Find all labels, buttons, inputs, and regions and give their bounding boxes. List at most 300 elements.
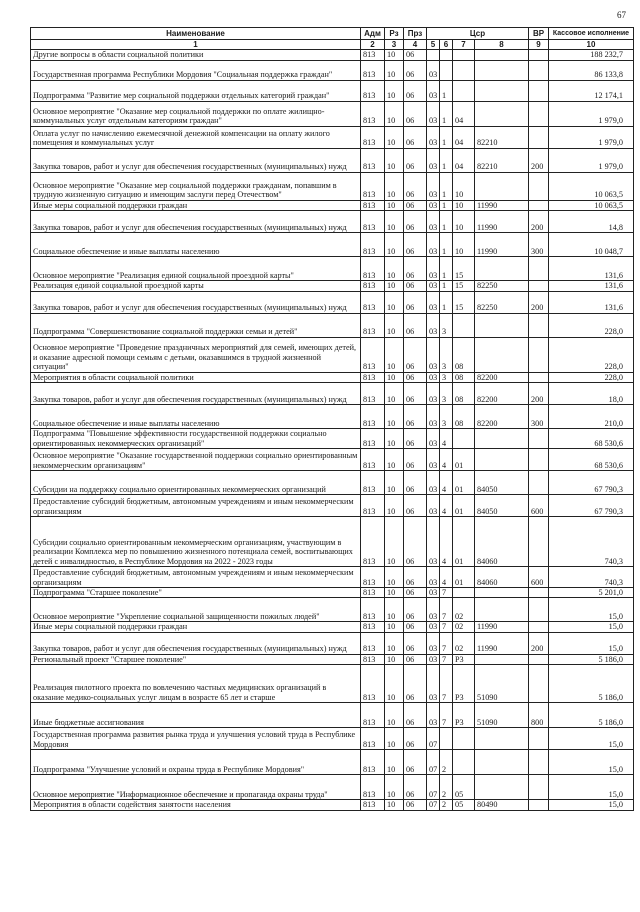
row-csr-subprogram: 3: [440, 313, 453, 337]
row-amount: 10 063,5: [549, 172, 634, 200]
row-csr-event: 05: [453, 800, 475, 810]
row-vr: [529, 449, 549, 471]
row-rz: 10: [385, 750, 404, 775]
row-amount: 5 186,0: [549, 654, 634, 664]
row-prz: 06: [404, 728, 427, 750]
row-amount: 15,0: [549, 632, 634, 654]
row-amount: 131,6: [549, 281, 634, 291]
row-vr: 600: [529, 567, 549, 588]
row-adm: 813: [361, 449, 385, 471]
row-vr: [529, 517, 549, 567]
row-csr-program: 03: [427, 211, 440, 233]
row-name: Реализация пилотного проекта по вовлечению частных медицинских организаций в оказание медико-социальных услуг лицам в возрасте 65 лет и старше: [31, 665, 361, 703]
row-csr-direction: 11990: [475, 622, 529, 632]
row-rz: 10: [385, 200, 404, 210]
row-csr-direction: 51090: [475, 703, 529, 728]
row-csr-program: 07: [427, 775, 440, 800]
row-csr-direction: 82200: [475, 383, 529, 405]
row-csr-program: 03: [427, 495, 440, 517]
row-rz: 10: [385, 281, 404, 291]
row-rz: 10: [385, 429, 404, 449]
row-csr-program: 03: [427, 80, 440, 101]
row-csr-subprogram: 7: [440, 588, 453, 598]
row-amount: 15,0: [549, 800, 634, 810]
row-csr-event: 08: [453, 337, 475, 372]
table-row: [31, 405, 634, 429]
row-name: Иные бюджетные ассигнования: [31, 703, 361, 728]
row-csr-program: 03: [427, 665, 440, 703]
row-csr-event: [453, 728, 475, 750]
table-row: [31, 449, 634, 471]
table-row: [31, 211, 634, 233]
row-rz: 10: [385, 495, 404, 517]
row-csr-program: 03: [427, 281, 440, 291]
row-name: Закупка товаров, работ и услуг для обеспечения государственных (муниципальных) нужд: [31, 211, 361, 233]
row-name: Основное мероприятие "Оказание мер социальной поддержки по оплате жилищно-коммунальных услуг отдельным категориям граждан": [31, 101, 361, 126]
row-name: Субсидии социально ориентированным некоммерческим организациям, участвующим в реализации Комплекса мер по повышению жизненного потенциала семей, воспитывающих детей с инвалидностью, в Республике Мордовия на 2022 - 2023 годы: [31, 517, 361, 567]
row-vr: [529, 50, 549, 60]
row-csr-direction: [475, 750, 529, 775]
row-adm: 813: [361, 383, 385, 405]
row-vr: [529, 654, 549, 664]
row-name: Основное мероприятие "Укрепление социальной защищенности пожилых людей": [31, 598, 361, 622]
row-adm: 813: [361, 622, 385, 632]
row-adm: 813: [361, 703, 385, 728]
row-rz: 10: [385, 654, 404, 664]
row-vr: [529, 126, 549, 148]
row-csr-direction: 84060: [475, 517, 529, 567]
row-rz: 10: [385, 622, 404, 632]
row-adm: 813: [361, 60, 385, 80]
row-csr-program: 03: [427, 60, 440, 80]
row-csr-program: 03: [427, 654, 440, 664]
row-csr-program: 03: [427, 172, 440, 200]
row-csr-direction: 82200: [475, 372, 529, 382]
table-row: [31, 654, 634, 664]
table-row: [31, 291, 634, 313]
row-adm: 813: [361, 148, 385, 172]
row-csr-direction: [475, 50, 529, 60]
row-rz: 10: [385, 665, 404, 703]
row-csr-subprogram: 1: [440, 80, 453, 101]
row-csr-subprogram: 1: [440, 257, 453, 281]
row-amount: 131,6: [549, 291, 634, 313]
row-rz: 10: [385, 775, 404, 800]
row-csr-program: 03: [427, 598, 440, 622]
table-row: [31, 429, 634, 449]
row-csr-subprogram: 3: [440, 372, 453, 382]
row-csr-event: 05: [453, 775, 475, 800]
row-vr: [529, 372, 549, 382]
row-adm: 813: [361, 80, 385, 101]
row-adm: 813: [361, 665, 385, 703]
row-csr-program: 03: [427, 313, 440, 337]
table-row: [31, 281, 634, 291]
table-row: [31, 372, 634, 382]
row-csr-program: 03: [427, 291, 440, 313]
row-csr-program: 03: [427, 383, 440, 405]
row-adm: 813: [361, 257, 385, 281]
row-csr-direction: [475, 654, 529, 664]
row-adm: 813: [361, 405, 385, 429]
row-vr: [529, 598, 549, 622]
row-name: Основное мероприятие "Оказание мер социальной поддержки гражданам, попавшим в трудную жизненную ситуацию и имеющим заслуги перед Отечеством": [31, 172, 361, 200]
row-amount: 18,0: [549, 383, 634, 405]
row-name: Предоставление субсидий бюджетным, автономным учреждениям и иным некоммерческим организациям: [31, 495, 361, 517]
row-csr-direction: [475, 449, 529, 471]
row-csr-event: [453, 588, 475, 598]
row-csr-event: 04: [453, 101, 475, 126]
table-row: [31, 313, 634, 337]
row-prz: 06: [404, 800, 427, 810]
budget-table: [30, 27, 634, 811]
row-csr-program: 03: [427, 429, 440, 449]
row-amount: 131,6: [549, 257, 634, 281]
row-csr-subprogram: 4: [440, 429, 453, 449]
table-row: [31, 567, 634, 588]
row-amount: 15,0: [549, 622, 634, 632]
row-vr: [529, 429, 549, 449]
row-adm: 813: [361, 429, 385, 449]
row-csr-event: 08: [453, 405, 475, 429]
row-prz: 06: [404, 172, 427, 200]
header-vr: ВР: [529, 28, 549, 40]
table-row: [31, 800, 634, 810]
row-adm: 813: [361, 313, 385, 337]
column-number: 1: [31, 40, 361, 50]
row-csr-subprogram: 1: [440, 211, 453, 233]
row-rz: 10: [385, 80, 404, 101]
row-name: Оплата услуг по начислению ежемесячной денежной компенсации на оплату жилого помещения и коммунальных услуг: [31, 126, 361, 148]
row-csr-program: 07: [427, 728, 440, 750]
row-csr-program: 03: [427, 233, 440, 257]
row-name: Социальное обеспечение и иные выплаты населению: [31, 405, 361, 429]
row-rz: 10: [385, 372, 404, 382]
row-csr-program: 03: [427, 148, 440, 172]
row-vr: 200: [529, 148, 549, 172]
row-amount: 15,0: [549, 750, 634, 775]
row-amount: 5 201,0: [549, 588, 634, 598]
row-amount: 5 186,0: [549, 665, 634, 703]
row-amount: 12 174,1: [549, 80, 634, 101]
row-csr-direction: [475, 728, 529, 750]
row-csr-program: 03: [427, 622, 440, 632]
row-name: Предоставление субсидий бюджетным, автономным учреждениям и иным некоммерческим организациям: [31, 567, 361, 588]
row-csr-subprogram: 4: [440, 517, 453, 567]
row-name: Субсидии на поддержку социально ориентированных некоммерческих организаций: [31, 471, 361, 495]
row-adm: 813: [361, 211, 385, 233]
row-vr: 200: [529, 632, 549, 654]
row-prz: 06: [404, 567, 427, 588]
row-csr-direction: [475, 172, 529, 200]
row-csr-program: 07: [427, 750, 440, 775]
row-csr-event: 02: [453, 598, 475, 622]
row-amount: 5 186,0: [549, 703, 634, 728]
table-row: [31, 750, 634, 775]
row-prz: 06: [404, 517, 427, 567]
row-csr-event: P3: [453, 665, 475, 703]
row-adm: 813: [361, 291, 385, 313]
row-amount: 15,0: [549, 598, 634, 622]
row-vr: [529, 337, 549, 372]
row-csr-event: 02: [453, 632, 475, 654]
row-adm: 813: [361, 200, 385, 210]
row-csr-subprogram: 7: [440, 703, 453, 728]
row-csr-event: 04: [453, 148, 475, 172]
table-row: [31, 495, 634, 517]
row-name: Подпрограмма "Улучшение условий и охраны труда в Республике Мордовия": [31, 750, 361, 775]
column-number: 5: [427, 40, 440, 50]
row-adm: 813: [361, 495, 385, 517]
table-row: [31, 775, 634, 800]
row-prz: 06: [404, 281, 427, 291]
table-row: [31, 148, 634, 172]
row-rz: 10: [385, 471, 404, 495]
row-csr-event: [453, 313, 475, 337]
row-csr-direction: 82210: [475, 148, 529, 172]
table-row: [31, 257, 634, 281]
row-vr: [529, 200, 549, 210]
table-row: [31, 598, 634, 622]
row-rz: 10: [385, 101, 404, 126]
row-amount: 15,0: [549, 775, 634, 800]
row-csr-subprogram: 7: [440, 598, 453, 622]
row-csr-event: P3: [453, 654, 475, 664]
row-csr-event: [453, 50, 475, 60]
row-amount: 68 530,6: [549, 429, 634, 449]
table-row: [31, 383, 634, 405]
row-prz: 06: [404, 449, 427, 471]
row-name: Реализация единой социальной проездной карты: [31, 281, 361, 291]
row-vr: 200: [529, 383, 549, 405]
row-prz: 06: [404, 588, 427, 598]
row-csr-event: 01: [453, 517, 475, 567]
row-csr-event: [453, 429, 475, 449]
row-prz: 06: [404, 126, 427, 148]
column-number: 2: [361, 40, 385, 50]
row-csr-event: P3: [453, 703, 475, 728]
row-csr-program: 03: [427, 471, 440, 495]
row-adm: 813: [361, 172, 385, 200]
row-csr-direction: [475, 313, 529, 337]
row-vr: 800: [529, 703, 549, 728]
row-csr-subprogram: 7: [440, 632, 453, 654]
table-body: [31, 50, 634, 810]
row-prz: 06: [404, 471, 427, 495]
row-vr: 300: [529, 405, 549, 429]
header-adm: Адм: [361, 28, 385, 40]
row-prz: 06: [404, 429, 427, 449]
row-csr-direction: 82250: [475, 291, 529, 313]
table-row: [31, 50, 634, 60]
row-csr-direction: 51090: [475, 665, 529, 703]
row-csr-direction: 82210: [475, 126, 529, 148]
row-amount: 228,0: [549, 337, 634, 372]
row-adm: 813: [361, 588, 385, 598]
table-row: [31, 80, 634, 101]
row-csr-subprogram: [440, 50, 453, 60]
row-csr-event: 08: [453, 383, 475, 405]
row-csr-event: 10: [453, 172, 475, 200]
row-prz: 06: [404, 665, 427, 703]
row-csr-event: 10: [453, 211, 475, 233]
row-name: Закупка товаров, работ и услуг для обеспечения государственных (муниципальных) нужд: [31, 291, 361, 313]
row-adm: 813: [361, 517, 385, 567]
row-csr-direction: 82250: [475, 281, 529, 291]
row-amount: 10 063,5: [549, 200, 634, 210]
row-csr-direction: [475, 337, 529, 372]
row-rz: 10: [385, 588, 404, 598]
row-csr-direction: [475, 429, 529, 449]
row-rz: 10: [385, 383, 404, 405]
row-adm: 813: [361, 775, 385, 800]
row-prz: 06: [404, 80, 427, 101]
row-name: Закупка товаров, работ и услуг для обеспечения государственных (муниципальных) нужд: [31, 148, 361, 172]
row-amount: 228,0: [549, 372, 634, 382]
row-name: Социальное обеспечение и иные выплаты населению: [31, 233, 361, 257]
table-row: [31, 337, 634, 372]
row-rz: 10: [385, 703, 404, 728]
row-prz: 06: [404, 372, 427, 382]
row-prz: 06: [404, 60, 427, 80]
row-vr: 200: [529, 211, 549, 233]
row-adm: 813: [361, 654, 385, 664]
row-name: Мероприятия в области содействия занятости населения: [31, 800, 361, 810]
row-amount: 14,8: [549, 211, 634, 233]
row-vr: [529, 665, 549, 703]
table-row: [31, 60, 634, 80]
row-csr-program: 03: [427, 257, 440, 281]
row-csr-event: 15: [453, 257, 475, 281]
table-header-row: [31, 28, 634, 40]
row-amount: 228,0: [549, 313, 634, 337]
row-csr-direction: [475, 101, 529, 126]
row-prz: 06: [404, 50, 427, 60]
row-adm: 813: [361, 632, 385, 654]
row-csr-subprogram: 1: [440, 233, 453, 257]
row-amount: 740,3: [549, 517, 634, 567]
row-csr-direction: [475, 598, 529, 622]
row-vr: [529, 750, 549, 775]
row-rz: 10: [385, 728, 404, 750]
row-csr-subprogram: [440, 728, 453, 750]
row-adm: 813: [361, 598, 385, 622]
table-row: [31, 703, 634, 728]
row-rz: 10: [385, 337, 404, 372]
row-csr-program: 03: [427, 567, 440, 588]
row-rz: 10: [385, 598, 404, 622]
row-rz: 10: [385, 449, 404, 471]
row-rz: 10: [385, 50, 404, 60]
row-csr-event: 01: [453, 471, 475, 495]
row-csr-subprogram: 1: [440, 126, 453, 148]
column-number: 10: [549, 40, 634, 50]
row-vr: [529, 281, 549, 291]
row-vr: [529, 80, 549, 101]
row-name: Мероприятия в области социальной политики: [31, 372, 361, 382]
row-prz: 06: [404, 654, 427, 664]
table-row: [31, 200, 634, 210]
row-vr: 200: [529, 291, 549, 313]
row-name: Государственная программа развития рынка труда и улучшения условий труда в Республике Мордовия: [31, 728, 361, 750]
row-csr-direction: [475, 257, 529, 281]
row-csr-program: 03: [427, 703, 440, 728]
table-row: [31, 665, 634, 703]
row-csr-subprogram: 1: [440, 172, 453, 200]
row-csr-subprogram: 3: [440, 405, 453, 429]
row-csr-event: [453, 60, 475, 80]
row-prz: 06: [404, 750, 427, 775]
row-csr-event: 10: [453, 233, 475, 257]
row-rz: 10: [385, 211, 404, 233]
row-prz: 06: [404, 622, 427, 632]
row-csr-subprogram: 1: [440, 291, 453, 313]
row-amount: 188 232,7: [549, 50, 634, 60]
row-name: Подпрограмма "Совершенствование социальной поддержки семьи и детей": [31, 313, 361, 337]
row-amount: 740,3: [549, 567, 634, 588]
row-amount: 68 530,6: [549, 449, 634, 471]
row-csr-direction: 11990: [475, 200, 529, 210]
row-csr-direction: 80490: [475, 800, 529, 810]
row-amount: 15,0: [549, 728, 634, 750]
row-amount: 1 979,0: [549, 101, 634, 126]
row-vr: [529, 588, 549, 598]
row-csr-program: 03: [427, 517, 440, 567]
row-amount: 67 790,3: [549, 471, 634, 495]
column-number: 7: [453, 40, 475, 50]
row-csr-direction: 11990: [475, 632, 529, 654]
row-csr-event: 10: [453, 200, 475, 210]
row-prz: 06: [404, 337, 427, 372]
row-rz: 10: [385, 60, 404, 80]
row-csr-program: 03: [427, 337, 440, 372]
row-adm: 813: [361, 800, 385, 810]
row-rz: 10: [385, 800, 404, 810]
row-csr-direction: 11990: [475, 211, 529, 233]
row-csr-event: [453, 80, 475, 101]
row-rz: 10: [385, 632, 404, 654]
row-csr-event: 15: [453, 281, 475, 291]
row-name: Закупка товаров, работ и услуг для обеспечения государственных (муниципальных) нужд: [31, 632, 361, 654]
row-csr-subprogram: 4: [440, 495, 453, 517]
row-prz: 06: [404, 148, 427, 172]
row-amount: 1 979,0: [549, 148, 634, 172]
row-prz: 06: [404, 703, 427, 728]
row-rz: 10: [385, 291, 404, 313]
row-name: Другие вопросы в области социальной политики: [31, 50, 361, 60]
row-vr: [529, 257, 549, 281]
row-csr-event: 08: [453, 372, 475, 382]
row-csr-event: 04: [453, 126, 475, 148]
row-name: Подпрограмма "Развитие мер социальной поддержки отдельных категорий граждан": [31, 80, 361, 101]
row-csr-program: 03: [427, 372, 440, 382]
row-csr-subprogram: 1: [440, 200, 453, 210]
row-vr: 600: [529, 495, 549, 517]
row-amount: 67 790,3: [549, 495, 634, 517]
row-rz: 10: [385, 517, 404, 567]
header-amount: Кассовое исполнение: [549, 28, 634, 40]
table-row: [31, 632, 634, 654]
row-csr-event: 01: [453, 449, 475, 471]
row-name: Подпрограмма "Старшее поколение": [31, 588, 361, 598]
row-amount: 210,0: [549, 405, 634, 429]
row-csr-subprogram: 3: [440, 383, 453, 405]
row-csr-direction: 11990: [475, 233, 529, 257]
row-csr-event: 01: [453, 495, 475, 517]
row-csr-event: [453, 750, 475, 775]
row-rz: 10: [385, 126, 404, 148]
row-csr-program: 03: [427, 632, 440, 654]
